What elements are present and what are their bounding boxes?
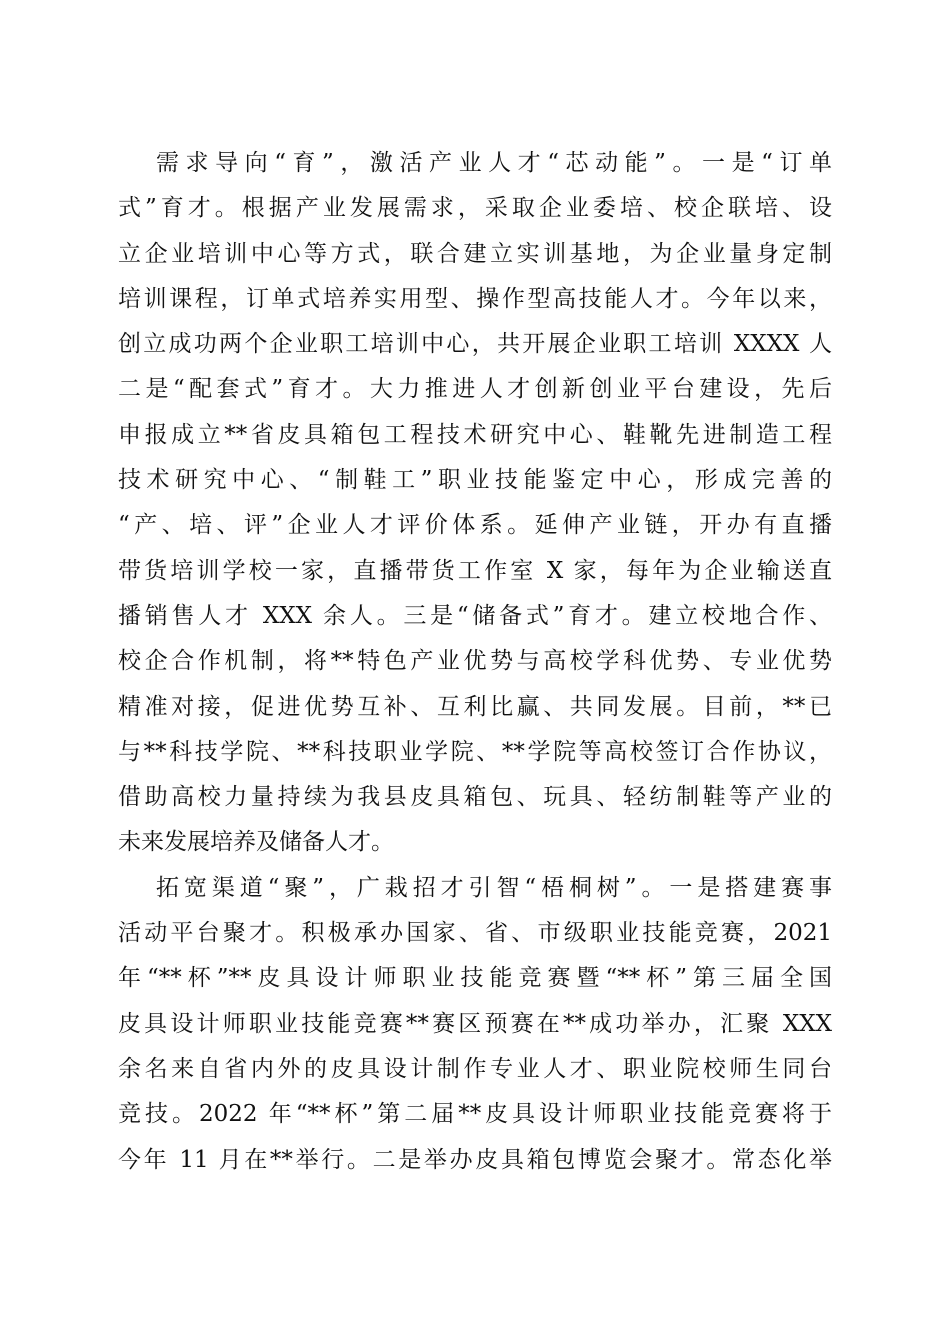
text-line: 二是“配套式”育才。大力推进人才创新创业平台建设，先后 (118, 376, 832, 403)
text-line: 活动平台聚才。积极承办国家、省、市级职业技能竞赛，2021 (118, 920, 832, 947)
text-line: 申报成立**省皮具箱包工程技术研究中心、鞋靴先进制造工程 (118, 421, 832, 448)
text-line: 技术研究中心、“制鞋工”职业技能鉴定中心，形成完善的 (118, 467, 832, 494)
text-line: 拓宽渠道“聚”，广栽招才引智“梧桐树”。一是搭建赛事 (156, 874, 832, 901)
text-line: 精准对接，促进优势互补、互利比赢、共同发展。目前，**已 (118, 693, 832, 720)
text-line: 借助高校力量持续为我县皮具箱包、玩具、轻纺制鞋等产业的 (118, 784, 832, 811)
text-line: 与**科技学院、**科技职业学院、**学院等高校签订合作协议， (118, 738, 832, 765)
text-line: 年“**杯”**皮具设计师职业技能竞赛暨“**杯”第三届全国 (118, 965, 832, 992)
text-line: “产、培、评”企业人才评价体系。延伸产业链，开办有直播 (118, 512, 832, 539)
text-line: 播销售人才 XXX 余人。三是“储备式”育才。建立校地合作、 (118, 602, 832, 629)
paragraph-demand-oriented-training (118, 141, 832, 866)
text-line: 培训课程，订单式培养实用型、操作型高技能人才。今年以来， (118, 285, 832, 312)
text-line: 创立成功两个企业职工培训中心，共开展企业职工培训 XXXX 人 (118, 331, 832, 358)
text-line: 立企业培训中心等方式，联合建立实训基地，为企业量身定制 (118, 240, 832, 267)
text-line: 未来发展培养及储备人才。 (118, 829, 394, 856)
text-line: 需求导向“育”，激活产业人才“芯动能”。一是“订单 (156, 150, 832, 176)
text-line: 竞技。2022 年“**杯”第二届**皮具设计师职业技能竞赛将于 (118, 1101, 832, 1128)
text-line: 皮具设计师职业技能竞赛**赛区预赛在**成功举办，汇聚 XXX (118, 1010, 832, 1037)
text-line: 校企合作机制，将**特色产业优势与高校学科优势、专业优势 (118, 648, 832, 675)
text-line: 式”育才。根据产业发展需求，采取企业委培、校企联培、设 (118, 195, 832, 222)
text-line: 今年 11 月在**举行。二是举办皮具箱包博览会聚才。常态化举 (118, 1146, 832, 1173)
document-body (118, 141, 832, 1183)
paragraph-broaden-channels (118, 866, 832, 1183)
text-line: 带货培训学校一家，直播带货工作室 X 家，每年为企业输送直 (118, 557, 832, 584)
text-line: 余名来自省内外的皮具设计制作专业人才、职业院校师生同台 (118, 1055, 832, 1082)
